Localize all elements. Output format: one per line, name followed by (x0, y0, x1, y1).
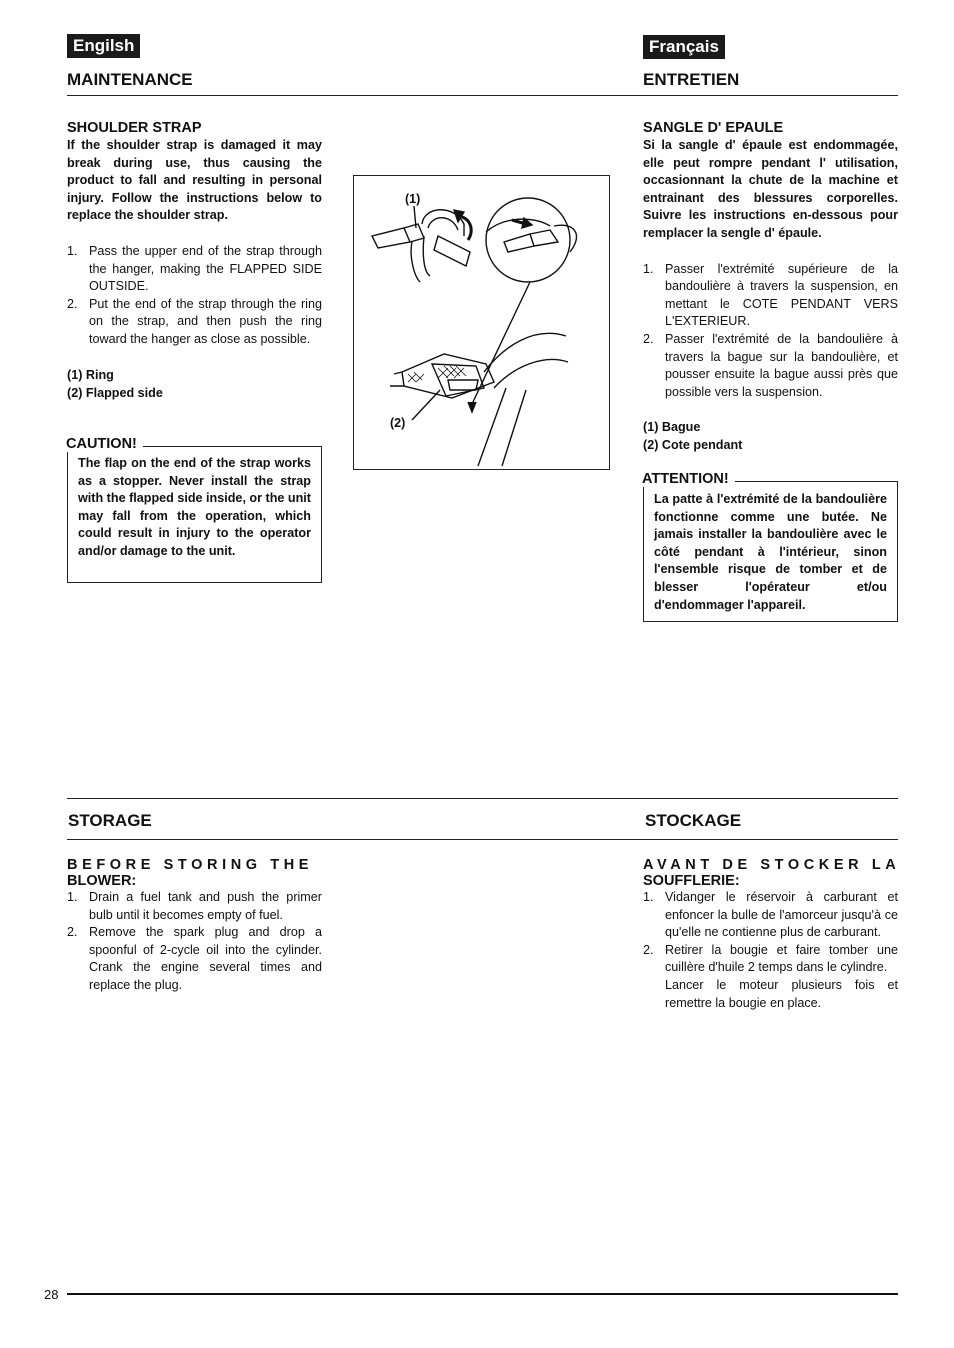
english-shoulder-strap-section (67, 120, 322, 402)
storage-top-rule (67, 798, 898, 799)
shoulder-strap-title: SHOULDER STRAP (67, 120, 202, 136)
figure-label-1: (1) (405, 192, 421, 206)
french-tab: Français (643, 35, 725, 59)
french-shoulder-strap-section (643, 120, 898, 454)
sangle-intro: Si la sangle d' épaule est endommagée, elle peut rompre pendant l' utilisation, occasionnant la chute de la machine et entrainant des blessures corporelles. Suivre les instructions en-dessous pour remplacer la sengle d' épaule. (643, 138, 898, 240)
maintenance-title: MAINTENANCE (67, 70, 193, 89)
legend-item: (1) Bague (643, 420, 701, 435)
caution-text: The flap on the end of the strap works as a stopper. Never install the strap with the flapped side inside, or the unit may fall from the operation, which could result in injury to the operator and/or damage to the unit. (78, 456, 311, 558)
step-item: 1. Vidanger le réservoir à carburant et enfoncer la bulle de l'amorceur jusqu'à ce qu'elle ne contienne plus de carburant. (643, 890, 898, 940)
before-storing-title: BEFORE STORING THE (67, 857, 314, 873)
step-item: 2. Put the end of the strap through the ring on the strap, and then push the ring toward the hanger as close as possible. (67, 296, 322, 346)
footer-rule (67, 1293, 898, 1295)
storage-title: STORAGE (68, 811, 152, 830)
strap-drawing (354, 176, 609, 469)
sangle-title: SANGLE D' EPAULE (643, 120, 784, 136)
avant-stocker-steps (643, 889, 898, 1012)
caution-box (67, 446, 322, 583)
step-item: 2. Remove the spark plug and drop a spoonful of 2-cycle oil into the cylinder. Crank the engine several times and replace the plug. (67, 925, 322, 992)
shoulder-strap-intro: If the shoulder strap is damaged it may break during use, thus causing the product to fall and resulting in personal injury. Follow the instructions below to replace the shoulder strap. (67, 138, 322, 223)
attention-box (643, 481, 898, 622)
step-item: 2. Retirer la bougie et faire tomber une cuillère d'huile 2 temps dans le cylindre. (643, 942, 898, 975)
legend (643, 418, 898, 454)
english-tab: Engilsh (67, 34, 140, 58)
shoulder-strap-steps (67, 243, 322, 349)
step-item: 2. Passer l'extrémité de la bandoulière à travers la bague sur la bandoulière, et pousser ensuite la bague aussi près que possible vers la suspension. (643, 331, 898, 399)
entretien-title: ENTRETIEN (643, 70, 740, 89)
avant-stocker-title-2: SOUFFLERIE: (643, 873, 740, 889)
step-item: 1. Drain a fuel tank and push the primer bulb until it becomes empty of fuel. (67, 890, 322, 922)
before-storing-steps (67, 889, 322, 995)
before-storing-section (67, 857, 322, 995)
attention-label: ATTENTION! (642, 471, 735, 487)
sangle-steps (643, 261, 898, 402)
caution-label: CAUTION! (66, 436, 143, 452)
page-number: 28 (44, 1287, 59, 1302)
step-item: 1. Pass the upper end of the strap through the hanger, making the FLAPPED SIDE OUTSIDE. (67, 243, 322, 294)
attention-text: La patte à l'extrémité de la bandoulière fonctionne comme une butée. Ne jamais installer la bandoulière avec le côté pendant à l'intérieur, sinon l'ensemble risque de tomber et de blesser l'opérateur et/ou d'endommager l'appareil. (654, 492, 887, 612)
legend-item: (2) Flapped side (67, 385, 163, 400)
strap-illustration (353, 175, 610, 470)
legend-item: (1) Ring (67, 367, 114, 382)
avant-stocker-title: AVANT DE STOCKER LA (643, 857, 901, 873)
header-rule (67, 95, 898, 96)
avant-stocker-section (643, 857, 901, 1012)
stockage-title: STOCKAGE (645, 811, 742, 830)
before-storing-title-2: BLOWER: (67, 873, 137, 889)
step-item: Lancer le moteur plusieurs fois et remettre la bougie en place. (665, 977, 898, 1010)
storage-bottom-rule (67, 839, 898, 840)
legend-item: (2) Cote pendant (643, 438, 743, 453)
figure-label-2: (2) (390, 416, 406, 430)
step-item: 1. Passer l'extrémité supérieure de la bandoulière à travers la suspension, en mettant le COTE PENDANT VERS L'EXTERIEUR. (643, 261, 898, 329)
legend (67, 366, 322, 402)
